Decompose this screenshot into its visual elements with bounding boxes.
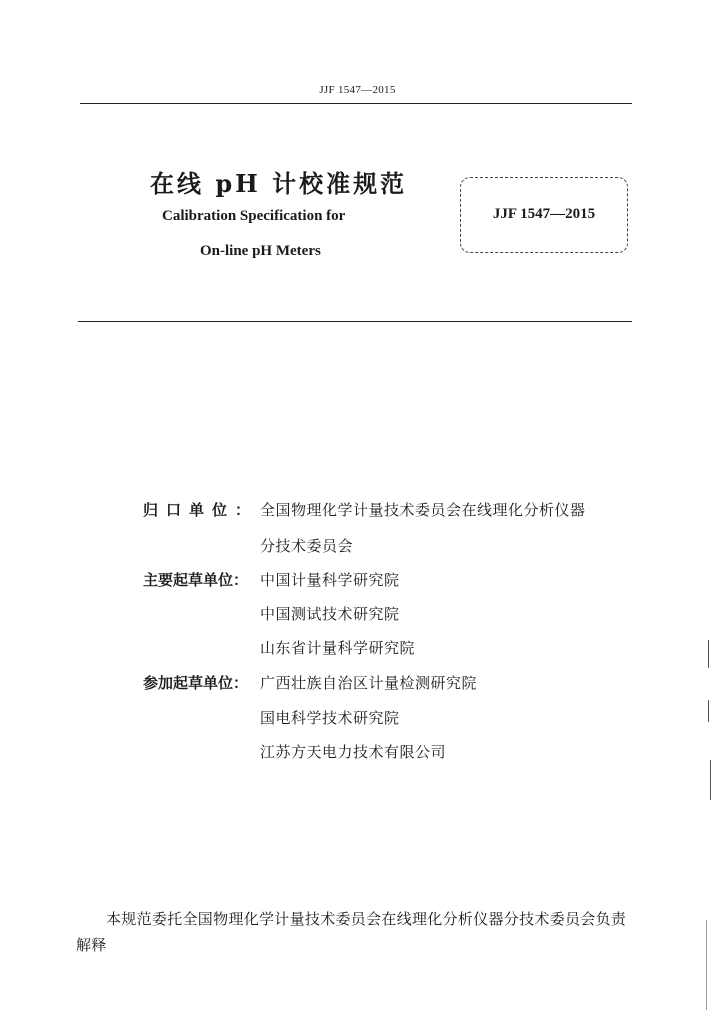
participating-drafting-unit: 国电科学技术研究院 <box>260 709 400 727</box>
participating-drafting-unit: 广西壮族自治区计量检测研究院 <box>260 674 478 692</box>
participating-drafting-unit: 江苏方天电力技术有限公司 <box>260 743 447 761</box>
title-chinese: 在线 pH 计校准规范 <box>150 169 408 198</box>
code-box-text: JJF 1547—2015 <box>492 206 596 222</box>
title-english-line1: Calibration Specification for <box>162 208 346 224</box>
responsible-unit-line1: 全国物理化学计量技术委员会在线理化分析仪器 <box>260 501 586 519</box>
title-rule <box>78 321 632 322</box>
responsible-unit-line2: 分技术委员会 <box>260 537 354 555</box>
main-drafting-unit: 山东省计量科学研究院 <box>260 639 416 657</box>
title-english-line2: On-line pH Meters <box>200 243 321 259</box>
scan-edge-mark <box>706 920 707 1010</box>
responsible-unit-label: 归口单位： <box>143 501 250 519</box>
main-drafting-unit: 中国测试技术研究院 <box>260 605 400 623</box>
main-drafting-unit: 中国计量科学研究院 <box>260 571 400 589</box>
scan-edge-mark <box>708 640 709 668</box>
participating-drafting-label: 参加起草单位： <box>143 674 249 692</box>
main-drafting-label: 主要起草单位： <box>143 571 249 589</box>
scan-edge-mark <box>708 700 709 722</box>
interpretation-note: 本规范委托全国物理化学计量技术委员会在线理化分析仪器分技术委员会负责解释 <box>76 910 627 954</box>
scan-edge-mark <box>710 760 711 800</box>
header-rule <box>80 103 632 104</box>
running-header-code: JJF 1547—2015 <box>319 84 396 96</box>
